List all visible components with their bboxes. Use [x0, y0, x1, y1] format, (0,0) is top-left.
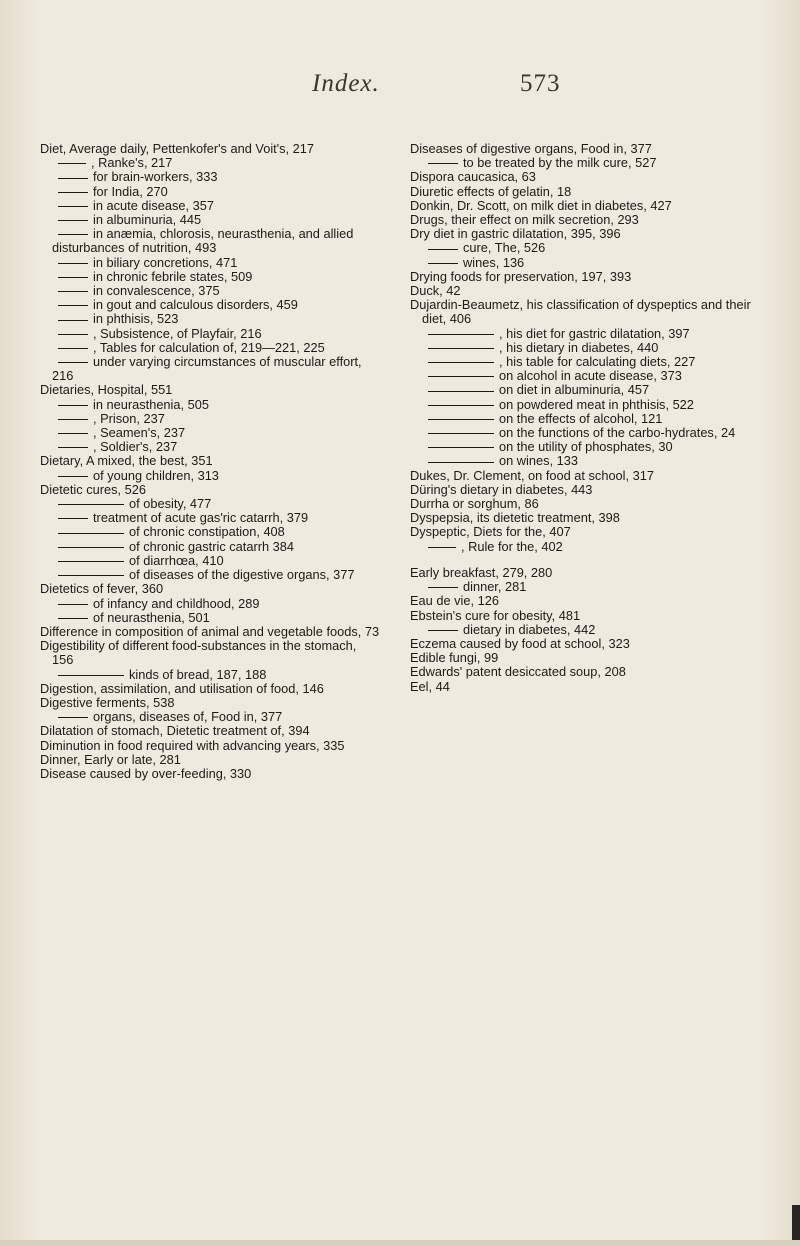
index-entry: Drugs, their effect on milk secretion, 293 — [410, 212, 639, 228]
index-entry: of neurasthenia, 501 — [40, 611, 380, 625]
index-entry: of diseases of the digestive organs, 377 — [40, 568, 380, 582]
index-entry: Dyspeptic, Diets for the, 407 — [410, 524, 571, 540]
index-entry: , Seamen's, 237 — [40, 426, 380, 440]
index-entry: Eel, 44 — [410, 678, 450, 694]
index-entry: in albuminuria, 445 — [40, 213, 380, 227]
index-entry: wines, 136 — [410, 256, 755, 270]
index-entry: Eau de vie, 126 — [410, 593, 499, 609]
index-entry: Disease caused by over-feeding, 330 — [40, 765, 252, 781]
index-entry: Diet, Average daily, Pettenkofer's and Voit's, 217 — [40, 141, 315, 156]
index-entry: Dietetics of fever, 360 — [40, 581, 164, 597]
index-entry: organs, diseases of, Food in, 377 — [40, 710, 380, 724]
page-number: 573 — [520, 70, 561, 97]
index-entry: , his diet for gastric dilatation, 397 — [410, 327, 755, 341]
index-entry: Dyspepsia, its dietetic treatment, 398 — [410, 510, 620, 526]
index-entry: Dietaries, Hospital, 551 — [40, 382, 173, 398]
index-entry: kinds of bread, 187, 188 — [40, 668, 380, 682]
index-entry: , his dietary in diabetes, 440 — [410, 341, 755, 355]
index-entry: Dujardin-Beaumetz, his classification of dyspeptics and their diet, 406 — [410, 297, 751, 327]
index-entry: in gout and calculous disorders, 459 — [40, 298, 380, 312]
index-entry: Digestive ferments, 538 — [40, 694, 175, 710]
index-entry: Düring's dietary in diabetes, 443 — [410, 481, 593, 497]
index-entry: Durrha or sorghum, 86 — [410, 496, 539, 512]
index-entry: in anæmia, chlorosis, neurasthenia, and allied disturbances of nutrition, 493 — [40, 227, 380, 255]
index-entry: on powdered meat in phthisis, 522 — [410, 398, 755, 412]
index-entry: Difference in composition of animal and vegetable foods, 73 — [40, 623, 380, 639]
index-entry: , Tables for calculation of, 219—221, 225 — [40, 341, 380, 355]
index-entry: , Subsistence, of Playfair, 216 — [40, 327, 380, 341]
index-entry: in neurasthenia, 505 — [40, 398, 380, 412]
index-entry: Diseases of digestive organs, Food in, 377 — [410, 141, 652, 156]
index-entry: Digestibility of different food-substances in the stomach, 156 — [40, 638, 357, 668]
index-entry: on diet in albuminuria, 457 — [410, 383, 755, 397]
index-entry: for India, 270 — [40, 185, 380, 199]
index-entry: Eczema caused by food at school, 323 — [410, 635, 630, 651]
index-entry: Dietary, A mixed, the best, 351 — [40, 453, 213, 469]
index-entry: Duck, 42 — [410, 283, 461, 299]
index-entry: of diarrhœa, 410 — [40, 554, 380, 568]
index-entry: , Ranke's, 217 — [40, 156, 380, 170]
index-entry: Dinner, Early or late, 281 — [40, 751, 181, 767]
index-entry: Dispora caucasica, 63 — [410, 169, 536, 185]
index-entry: of infancy and childhood, 289 — [40, 597, 380, 611]
index-column-right — [410, 142, 755, 694]
index-entry: in chronic febrile states, 509 — [40, 270, 380, 284]
index-entry: , Rule for the, 402 — [410, 540, 755, 554]
index-entry: for brain-workers, 333 — [40, 170, 380, 184]
index-entry: dinner, 281 — [410, 580, 755, 594]
index-column-left — [40, 142, 380, 781]
index-entry: , his table for calculating diets, 227 — [410, 355, 755, 369]
index-entry: of young children, 313 — [40, 469, 380, 483]
running-title: Index. — [312, 70, 380, 97]
index-entry: Dilatation of stomach, Dietetic treatment of, 394 — [40, 723, 310, 739]
index-entry: Edible fungi, 99 — [410, 650, 499, 666]
index-entry: in acute disease, 357 — [40, 199, 380, 213]
index-entry: on the effects of alcohol, 121 — [410, 412, 755, 426]
index-entry: , Prison, 237 — [40, 412, 380, 426]
page-header — [0, 70, 800, 110]
index-entry: on the functions of the carbo-hydrates, 24 — [410, 426, 755, 440]
index-entry: of chronic constipation, 408 — [40, 525, 380, 539]
index-entry: in convalescence, 375 — [40, 284, 380, 298]
index-entry: Dietetic cures, 526 — [40, 481, 146, 497]
index-entry: dietary in diabetes, 442 — [410, 623, 755, 637]
index-entry: Digestion, assimilation, and utilisation of food, 146 — [40, 680, 324, 696]
index-entry: , Soldier's, 237 — [40, 440, 380, 454]
index-entry: of obesity, 477 — [40, 497, 380, 511]
index-entry: in phthisis, 523 — [40, 312, 380, 326]
index-entry: Drying foods for preservation, 197, 393 — [410, 268, 632, 284]
index-entry: Edwards' patent desiccated soup, 208 — [410, 664, 626, 680]
index-entry: to be treated by the milk cure, 527 — [410, 156, 755, 170]
index-entry: of chronic gastric catarrh 384 — [40, 540, 380, 554]
index-entry: in biliary concretions, 471 — [40, 256, 380, 270]
index-entry: Donkin, Dr. Scott, on milk diet in diabetes, 427 — [410, 197, 672, 213]
index-entry: on the utility of phosphates, 30 — [410, 440, 755, 454]
index-entry: on wines, 133 — [410, 454, 755, 468]
index-entry: treatment of acute gas'ric catarrh, 379 — [40, 511, 380, 525]
index-entry: Dukes, Dr. Clement, on food at school, 317 — [410, 467, 654, 483]
page-bottom-edge — [0, 1240, 800, 1246]
index-entry: Diminution in food required with advancing years, 335 — [40, 737, 345, 753]
index-entry: Early breakfast, 279, 280 — [410, 564, 553, 580]
index-entry: Dry diet in gastric dilatation, 395, 396 — [410, 226, 621, 242]
index-entry: Diuretic effects of gelatin, 18 — [410, 183, 572, 199]
index-entry: under varying circumstances of muscular effort, 216 — [40, 355, 380, 383]
index-entry: Ebstein's cure for obesity, 481 — [410, 607, 581, 623]
index-entry: on alcohol in acute disease, 373 — [410, 369, 755, 383]
index-entry: cure, The, 526 — [410, 241, 755, 255]
